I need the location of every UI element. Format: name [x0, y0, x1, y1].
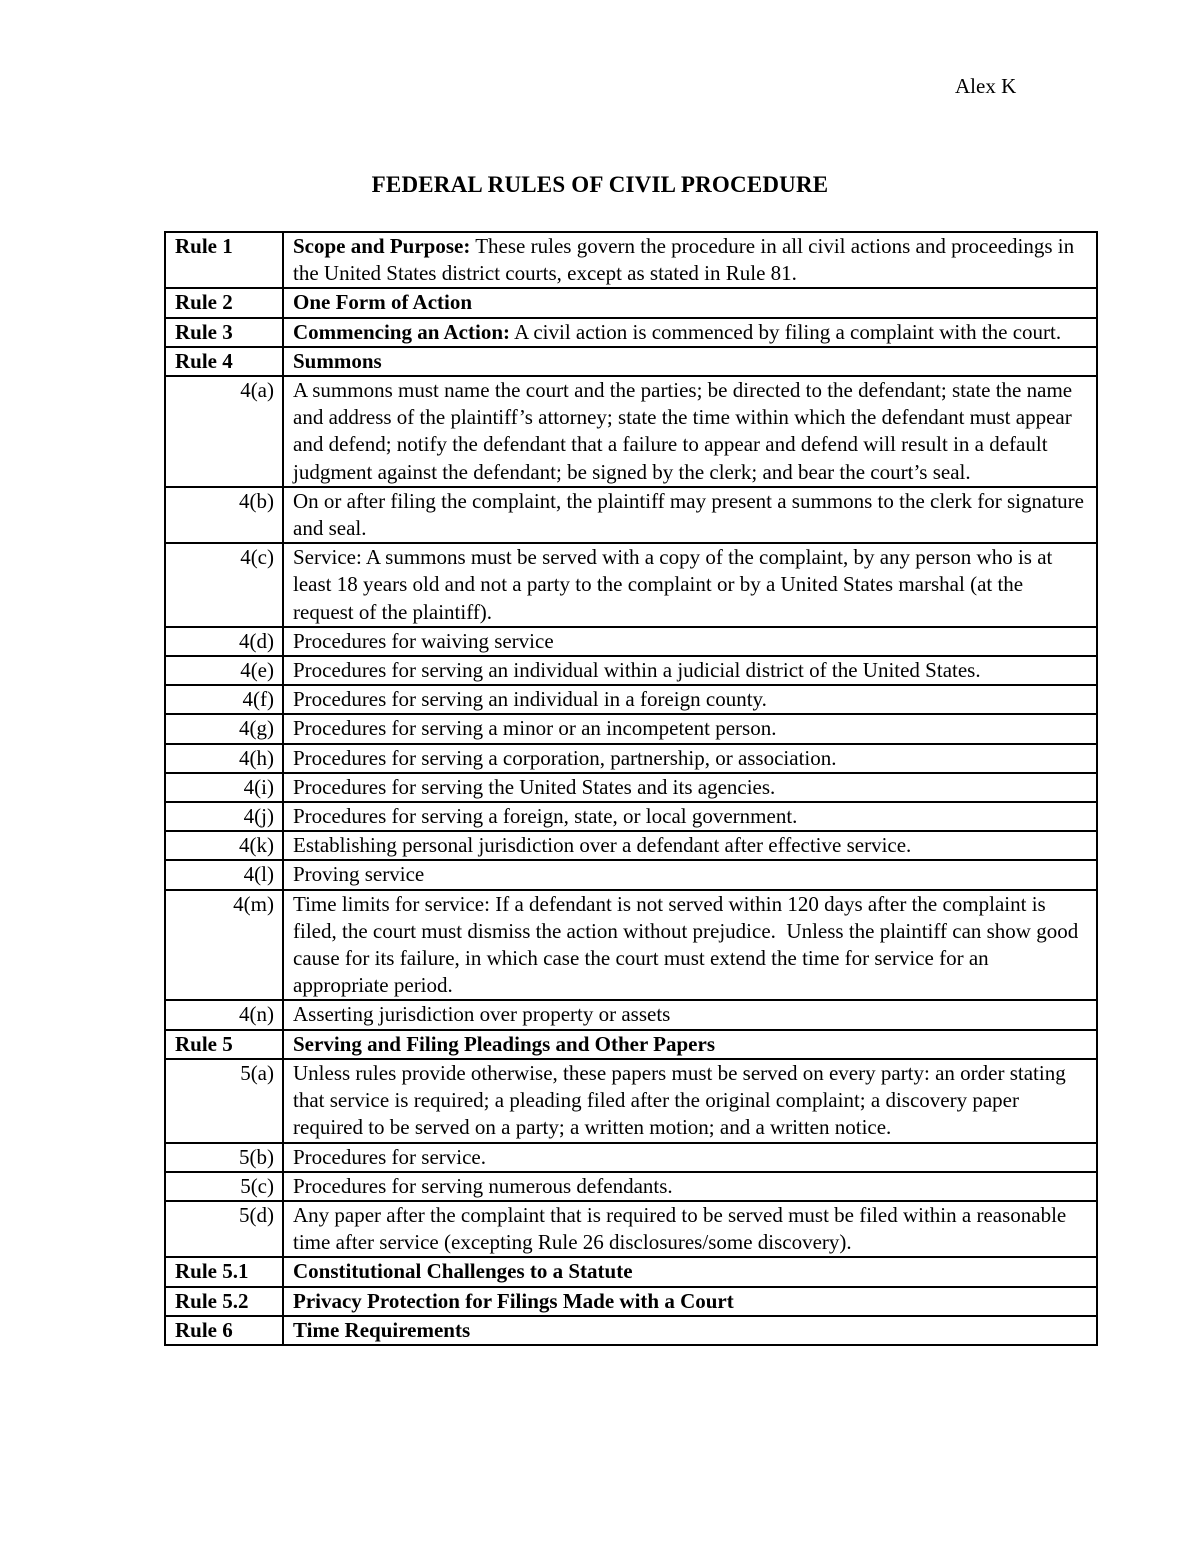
subrule-number: 4(a) [165, 376, 283, 487]
rule-text: A civil action is commenced by filing a complaint with the court. [510, 319, 1062, 344]
rule-text: A summons must name the court and the parties; be directed to the defendant; state the name and address of the plaintiff’s attorney; state the time within which the defendant must appear and defend; notify the defendant that a failure to appear and defend will result in a default judgment against the defendant; be signed by the clerk; and bear the court’s seal. [293, 378, 1078, 484]
subrule-row [165, 1059, 1097, 1143]
subrule-number: 4(n) [165, 1000, 283, 1029]
subrule-row [165, 831, 1097, 860]
rule-text: Procedures for waiving service [293, 628, 554, 653]
rule-description [283, 318, 1097, 347]
subrule-number: 4(l) [165, 860, 283, 889]
rule-text: Establishing personal jurisdiction over a defendant after effective service. [293, 833, 912, 858]
rule-heading: Summons [293, 348, 382, 373]
rule-number: Rule 5.1 [165, 1257, 283, 1286]
rule-description [283, 890, 1097, 1001]
rule-description [283, 347, 1097, 376]
rule-text: Any paper after the complaint that is required to be served must be filed within a reasonable time after service (excepting Rule 26 disclosures/some discovery). [293, 1202, 1072, 1255]
rule-description [283, 802, 1097, 831]
subrule-row [165, 744, 1097, 773]
subrule-row [165, 714, 1097, 743]
rule-description [283, 744, 1097, 773]
subrule-row [165, 376, 1097, 487]
rule-heading: Serving and Filing Pleadings and Other Papers [293, 1031, 715, 1056]
rule-heading: Constitutional Challenges to a Statute [293, 1259, 633, 1284]
rule-text: Asserting jurisdiction over property or assets [293, 1002, 671, 1027]
rule-number: Rule 1 [165, 232, 283, 288]
rule-description [283, 487, 1097, 543]
subrule-row [165, 487, 1097, 543]
subrule-number: 4(c) [165, 543, 283, 627]
rule-description [283, 773, 1097, 802]
subrule-row [165, 860, 1097, 889]
rule-description [283, 860, 1097, 889]
rule-description [283, 1201, 1097, 1257]
subrule-number: 5(a) [165, 1059, 283, 1143]
rule-description [283, 232, 1097, 288]
rule-row [165, 232, 1097, 288]
rules-table [164, 231, 1098, 1346]
rule-text: Procedures for serving a foreign, state, or local government. [293, 804, 798, 829]
rule-text: Procedures for service. [293, 1144, 486, 1169]
rule-text: Procedures for serving the United States and its agencies. [293, 774, 776, 799]
rule-row [165, 1257, 1097, 1286]
rule-description [283, 656, 1097, 685]
rule-number: Rule 2 [165, 288, 283, 317]
subrule-row [165, 1172, 1097, 1201]
rule-number: Rule 4 [165, 347, 283, 376]
rule-description [283, 376, 1097, 487]
rule-text: These rules govern the procedure in all civil actions and proceedings in the United States district courts, except as stated in Rule 81. [293, 234, 1080, 286]
subrule-number: 4(m) [165, 890, 283, 1001]
rule-description [283, 714, 1097, 743]
rule-text: Procedures for serving an individual in a foreign county. [293, 687, 767, 712]
rule-description [283, 831, 1097, 860]
rule-description [283, 1143, 1097, 1172]
subrule-number: 4(k) [165, 831, 283, 860]
rule-number: Rule 5 [165, 1030, 283, 1059]
document-title: FEDERAL RULES OF CIVIL PROCEDURE [371, 172, 829, 197]
subrule-row [165, 802, 1097, 831]
rule-row [165, 318, 1097, 347]
subrule-row [165, 656, 1097, 685]
rules-table-body [165, 232, 1097, 1345]
subrule-number: 5(d) [165, 1201, 283, 1257]
subrule-number: 5(b) [165, 1143, 283, 1172]
rule-description [283, 1000, 1097, 1029]
rule-row [165, 347, 1097, 376]
rule-description [283, 1257, 1097, 1286]
subrule-row [165, 1000, 1097, 1029]
rule-row [165, 1287, 1097, 1316]
rule-description [283, 1287, 1097, 1316]
rule-heading: Privacy Protection for Filings Made with a Court [293, 1288, 734, 1313]
rule-text: On or after filing the complaint, the plaintiff may present a summons to the clerk for signature and seal. [293, 488, 1090, 541]
rule-number: Rule 3 [165, 318, 283, 347]
subrule-row [165, 773, 1097, 802]
subrule-row [165, 1143, 1097, 1172]
subrule-number: 4(j) [165, 802, 283, 831]
subrule-number: 4(e) [165, 656, 283, 685]
rule-text: Procedures for serving a minor or an incompetent person. [293, 716, 777, 741]
rule-text: Proving service [293, 862, 425, 887]
subrule-number: 4(d) [165, 627, 283, 656]
rule-text: Service: A summons must be served with a copy of the complaint, by any person who is at least 18 years old and not a party to the complaint or by a United States marshal (at the request of the plaintiff). [293, 545, 1058, 624]
subrule-row [165, 627, 1097, 656]
subrule-row [165, 685, 1097, 714]
rule-heading: Commencing an Action: [293, 319, 510, 344]
rule-row [165, 1316, 1097, 1345]
author-name: Alex K [955, 74, 1017, 98]
rule-heading: Scope and Purpose: [293, 234, 471, 258]
rule-heading: One Form of Action [293, 290, 473, 315]
rule-description [283, 1030, 1097, 1059]
subrule-row [165, 543, 1097, 627]
rule-description [283, 543, 1097, 627]
rule-text: Procedures for serving an individual within a judicial district of the United States. [293, 658, 981, 683]
subrule-number: 4(f) [165, 685, 283, 714]
subrule-row [165, 1201, 1097, 1257]
subrule-number: 4(h) [165, 744, 283, 773]
rule-row [165, 1030, 1097, 1059]
subrule-number: 5(c) [165, 1172, 283, 1201]
rule-text: Procedures for serving a corporation, partnership, or association. [293, 745, 837, 770]
subrule-row [165, 890, 1097, 1001]
rule-text: Unless rules provide otherwise, these papers must be served on every party: an order stating that service is required; a pleading filed after the original complaint; a discovery paper required to be served on a party; a written motion; and a written notice. [293, 1060, 1071, 1140]
rule-description [283, 685, 1097, 714]
rule-number: Rule 5.2 [165, 1287, 283, 1316]
subrule-number: 4(g) [165, 714, 283, 743]
rule-description [283, 288, 1097, 317]
rule-description [283, 1316, 1097, 1345]
rule-row [165, 288, 1097, 317]
rule-text: Procedures for serving numerous defendants. [293, 1173, 673, 1198]
rule-heading: Time Requirements [293, 1317, 471, 1342]
subrule-number: 4(i) [165, 773, 283, 802]
rule-number: Rule 6 [165, 1316, 283, 1345]
rule-text: Time limits for service: If a defendant is not served within 120 days after the complaint is filed, the court must dismiss the action without prejudice. Unless the plaintiff can show good cause for its failure, in which case the court must extend the time for service for an appropriate period. [293, 891, 1084, 998]
rule-description [283, 1059, 1097, 1143]
subrule-number: 4(b) [165, 487, 283, 543]
rule-description [283, 1172, 1097, 1201]
rule-description [283, 627, 1097, 656]
